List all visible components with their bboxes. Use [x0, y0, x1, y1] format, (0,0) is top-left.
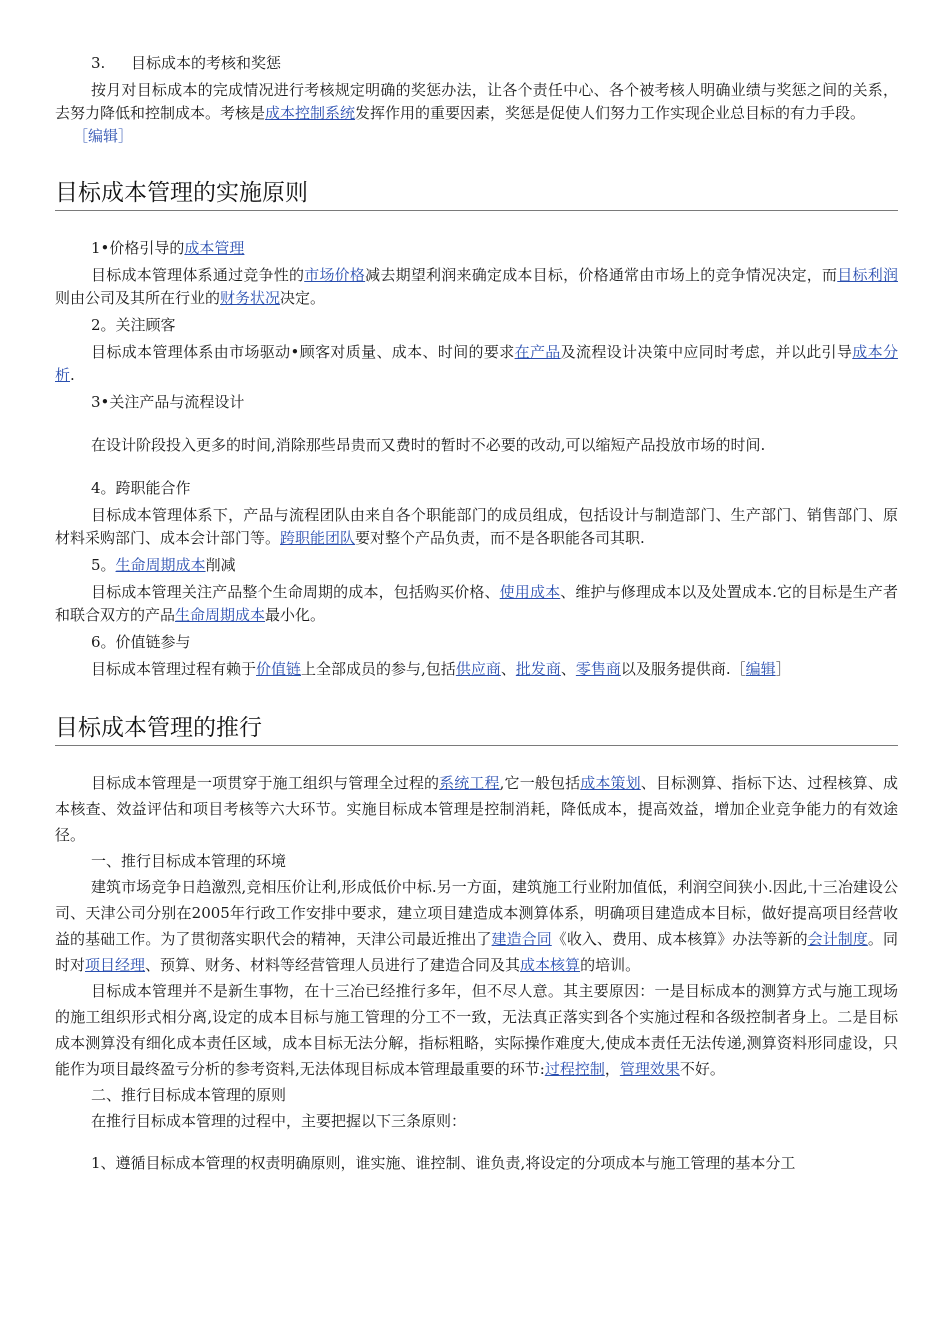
- link-supplier[interactable]: 供应商: [455, 660, 501, 678]
- paragraph: 目标成本管理并不是新生事物，在十三冶已经推行多年，但不尽人意。其主要原因：一是目标成本的测算方式与施工现场的施工组织形式相分离,设定的成本目标与施工管理的分工不一致，无法真正落实到各个实施过程和各级控制者身上。二是目标成本测算没有细化成本责任区域，成本目标无法分解，指标粗略，实际操作难度大,使成本责任无法传递,测算资料形同虚设，只能作为项目最终盈亏分析的参考资料,无法体现目标成本管理最重要的环节:过程控制，管理效果不好。: [55, 982, 898, 1078]
- link-market-price[interactable]: 市场价格: [304, 266, 366, 284]
- paragraph: 目标成本管理体系通过竞争性的市场价格减去期望利润来确定成本目标，价格通常由市场上的竞争情况决定，而目标利润则由公司及其所在行业的财务状况决定。: [55, 266, 898, 307]
- edit-link-row: [55, 125, 898, 148]
- link-life-cycle-cost[interactable]: 生命周期成本: [115, 556, 206, 574]
- link-financial-status[interactable]: 财务状况: [220, 289, 281, 307]
- heading-number: 3.: [91, 54, 106, 72]
- link-construction-contract[interactable]: 建造合同: [491, 930, 552, 948]
- link-wholesaler[interactable]: 批发商: [515, 660, 561, 678]
- document-page: [55, 52, 898, 1176]
- principle-heading: 3•关注产品与流程设计: [91, 393, 245, 411]
- link-in-product[interactable]: 在产品: [514, 343, 561, 361]
- link-target-profit[interactable]: 目标利润: [837, 266, 898, 284]
- principle-heading: 2。关注顾客: [91, 316, 176, 334]
- principle-heading: 1•价格引导的成本管理: [91, 239, 245, 257]
- link-cost-accounting[interactable]: 成本核算: [520, 956, 581, 974]
- link-cost-analysis[interactable]: 成本分析: [55, 343, 898, 384]
- heading-text: 目标成本的考核和奖惩: [131, 54, 282, 72]
- link-cost-planning[interactable]: 成本策划: [580, 774, 641, 792]
- section-title: 目标成本管理的推行: [55, 713, 898, 746]
- edit-link[interactable]: 编辑: [745, 660, 776, 678]
- principle-heading: 6。价值链参与: [91, 633, 191, 651]
- edit-link[interactable]: ［编辑］: [73, 127, 134, 145]
- paragraph: 目标成本管理体系下，产品与流程团队由来自各个职能部门的成员组成，包括设计与制造部门、生产部门、销售部门、原材料采购部门、成本会计部门等。跨职能团队要对整个产品负责，而不是各职能各司其职.: [55, 506, 898, 547]
- link-process-control[interactable]: 过程控制: [544, 1060, 605, 1078]
- section-heading: [55, 52, 898, 75]
- link-cost-management[interactable]: 成本管理: [184, 239, 245, 257]
- link-cross-functional-team[interactable]: 跨职能团队: [280, 529, 356, 547]
- paragraph: 在推行目标成本管理的过程中，主要把握以下三条原则：: [91, 1112, 467, 1130]
- paragraph: 目标成本管理是一项贯穿于施工组织与管理全过程的系统工程,它一般包括成本策划、目标测算、指标下达、过程核算、成本核查、效益评估和项目考核等六大环节。实施目标成本管理是控制消耗，降低成本，提高效益，增加企业竞争能力的有效途径。: [55, 774, 898, 844]
- paragraph: 目标成本管理关注产品整个生命周期的成本，包括购买价格、使用成本、维护与修理成本以及处置成本.它的目标是生产者和联合双方的产品生命周期成本最小化。: [55, 583, 898, 624]
- subheading: 二、推行目标成本管理的原则: [91, 1086, 287, 1104]
- paragraph: 目标成本管理过程有赖于价值链上全部成员的参与,包括供应商、批发商、零售商以及服务提供商.［编辑］: [91, 660, 791, 678]
- paragraph: 建筑市场竞争日趋激烈,竞相压价让利,形成低价中标.另一方面，建筑施工行业附加值低，利润空间狭小.因此,十三冶建设公司、天津公司分别在2005年行政工作安排中要求，建立项目建造成本测算体系，明确项目建造成本目标，做好提高项目经营收益的基础工作。为了贯彻落实职代会的精神，天津公司最近推出了建造合同《收入、费用、成本核算》办法等新的会计制度。同时对项目经理、预算、财务、材料等经营管理人员进行了建造合同及其成本核算的培训。: [55, 878, 898, 974]
- paragraph: 目标成本管理体系由市场驱动•顾客对质量、成本、时间的要求在产品及流程设计决策中应同时考虑，并以此引导成本分析.: [55, 343, 898, 384]
- section-title: 目标成本管理的实施原则: [55, 178, 898, 211]
- link-cost-control-system[interactable]: 成本控制系统: [265, 104, 356, 122]
- link-system-engineering[interactable]: 系统工程: [439, 774, 500, 792]
- subheading: 一、推行目标成本管理的环境: [91, 852, 287, 870]
- link-project-manager[interactable]: 项目经理: [85, 956, 146, 974]
- link-value-chain[interactable]: 价值链: [256, 660, 302, 678]
- link-accounting-system[interactable]: 会计制度: [807, 930, 868, 948]
- paragraph: 在设计阶段投入更多的时间,消除那些昂贵而又费时的暂时不必要的改动,可以缩短产品投放市场的时间.: [91, 436, 766, 454]
- paragraph: 1、遵循目标成本管理的权责明确原则，谁实施、谁控制、谁负责,将设定的分项成本与施工管理的基本分工: [91, 1154, 796, 1172]
- link-usage-cost[interactable]: 使用成本: [499, 583, 561, 601]
- link-retailer[interactable]: 零售商: [575, 660, 621, 678]
- link-product-life-cycle-cost[interactable]: 生命周期成本: [175, 606, 266, 624]
- paragraph: 按月对目标成本的完成情况进行考核规定明确的奖惩办法，让各个责任中心、各个被考核人明确业绩与奖惩之间的关系，去努力降低和控制成本。考核是成本控制系统发挥作用的重要因素，奖惩是促使人们努力工作实现企业总目标的有力手段。: [55, 81, 898, 122]
- principle-heading: 5。生命周期成本削减: [91, 556, 236, 574]
- principle-heading: 4。跨职能合作: [91, 479, 191, 497]
- link-management-effect[interactable]: 管理效果: [619, 1060, 680, 1078]
